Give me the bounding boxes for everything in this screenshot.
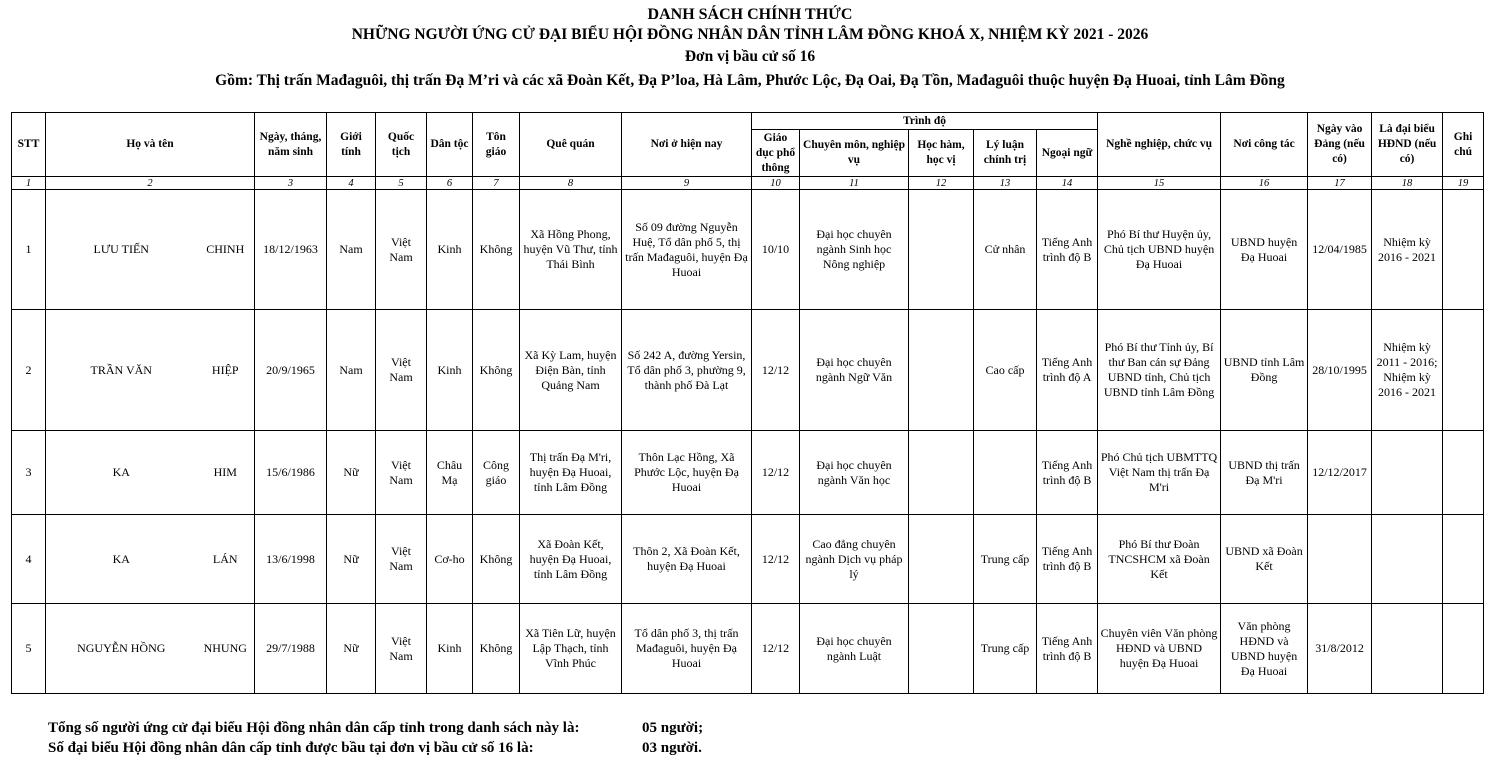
column-number: 7: [473, 177, 520, 190]
cell-note: [1443, 431, 1484, 515]
cell-stt: 5: [12, 604, 46, 694]
cell-nationality: Việt Nam: [376, 431, 427, 515]
cell-dob: 15/6/1986: [255, 431, 327, 515]
cell-language: Tiếng Anh trình độ B: [1037, 190, 1098, 310]
cell-residence: Thôn 2, Xã Đoàn Kết, huyện Đạ Huoai: [622, 515, 752, 604]
cell-degree: [909, 604, 974, 694]
column-number: 13: [974, 177, 1037, 190]
cell-ethnicity: Châu Mạ: [427, 431, 473, 515]
cell-party-date: 12/12/2017: [1308, 431, 1372, 515]
cell-note: [1443, 604, 1484, 694]
cell-politics: Cử nhân: [974, 190, 1037, 310]
cell-first-name: NHUNG: [197, 604, 255, 694]
column-number: 14: [1037, 177, 1098, 190]
cell-stt: 2: [12, 310, 46, 431]
cell-stt: 3: [12, 431, 46, 515]
cell-general-edu: 12/12: [752, 604, 800, 694]
column-number: 3: [255, 177, 327, 190]
cell-residence: Tổ dân phố 3, thị trấn Mađaguôi, huyện Đạ Huoai: [622, 604, 752, 694]
cell-note: [1443, 515, 1484, 604]
cell-religion: Không: [473, 515, 520, 604]
cell-hometown: Thị trấn Đạ M'ri, huyện Đạ Huoai, tỉnh Lâm Đồng: [520, 431, 622, 515]
document-title: DANH SÁCH CHÍNH THỨC: [647, 6, 853, 23]
cell-politics: [974, 431, 1037, 515]
footer-total: [48, 720, 704, 737]
cell-religion: Không: [473, 190, 520, 310]
footer-elected-label: Số đại biểu Hội đồng nhân dân cấp tỉnh được bầu tại đơn vị bầu cử số 16 là:: [48, 740, 534, 756]
electoral-unit-areas: Gồm: Thị trấn Mađaguôi, thị trấn Đạ M’ri và các xã Đoàn Kết, Đạ P’loa, Hà Lâm, Phước Lộc, Đạ Oai, Đạ Tồn, Mađaguôi thuộc huyện Đạ Huoai, tỉnh Lâm Đồng: [215, 72, 1285, 89]
cell-dob: 20/9/1965: [255, 310, 327, 431]
column-number: 18: [1372, 177, 1443, 190]
cell-workplace: Văn phòng HĐND và UBND huyện Đạ Huoai: [1221, 604, 1308, 694]
cell-language: Tiếng Anh trình độ B: [1037, 604, 1098, 694]
footer-total-label: Tổng số người ứng cử đại biểu Hội đồng nhân dân cấp tỉnh trong danh sách này là:: [48, 720, 580, 736]
table-row: [12, 310, 1484, 431]
cell-specialty: Cao đẳng chuyên ngành Dịch vụ pháp lý: [800, 515, 909, 604]
header-general-edu: Giáo dục phổ thông: [752, 130, 800, 177]
header-stt: STT: [12, 113, 46, 177]
cell-council: Nhiệm kỳ 2011 - 2016; Nhiệm kỳ 2016 - 2021: [1372, 310, 1443, 431]
table-row: [12, 190, 1484, 310]
cell-last-name: KA: [46, 431, 197, 515]
table-row: [12, 604, 1484, 694]
cell-note: [1443, 190, 1484, 310]
cell-degree: [909, 190, 974, 310]
header-party-date: Ngày vào Đảng (nếu có): [1308, 113, 1372, 177]
cell-gender: Nam: [327, 310, 376, 431]
cell-residence: Số 242 A, đường Yersin, Tổ dân phố 3, phường 9, thành phố Đà Lạt: [622, 310, 752, 431]
header-education-group: Trình độ: [752, 113, 1098, 130]
cell-party-date: 12/04/1985: [1308, 190, 1372, 310]
cell-degree: [909, 431, 974, 515]
cell-specialty: Đại học chuyên ngành Sinh học Nông nghiệp: [800, 190, 909, 310]
header-hometown: Quê quán: [520, 113, 622, 177]
column-number: 11: [800, 177, 909, 190]
header-specialty: Chuyên môn, nghiệp vụ: [800, 130, 909, 177]
cell-hometown: Xã Hồng Phong, huyện Vũ Thư, tỉnh Thái Bình: [520, 190, 622, 310]
header-workplace: Nơi công tác: [1221, 113, 1308, 177]
cell-hometown: Xã Kỳ Lam, huyện Điện Bàn, tỉnh Quảng Nam: [520, 310, 622, 431]
cell-residence: Thôn Lạc Hồng, Xã Phước Lộc, huyện Đạ Huoai: [622, 431, 752, 515]
header-language: Ngoại ngữ: [1037, 130, 1098, 177]
cell-last-name: TRẦN VĂN: [46, 310, 197, 431]
header-council: Là đại biểu HĐND (nếu có): [1372, 113, 1443, 177]
cell-general-edu: 12/12: [752, 431, 800, 515]
cell-general-edu: 10/10: [752, 190, 800, 310]
table-row: [12, 431, 1484, 515]
column-number: 1: [12, 177, 46, 190]
cell-specialty: Đại học chuyên ngành Luật: [800, 604, 909, 694]
cell-religion: Không: [473, 604, 520, 694]
cell-occupation: Phó Chủ tịch UBMTTQ Việt Nam thị trấn Đạ M'ri: [1098, 431, 1221, 515]
table-row: [12, 515, 1484, 604]
cell-nationality: Việt Nam: [376, 190, 427, 310]
cell-nationality: Việt Nam: [376, 515, 427, 604]
cell-ethnicity: Kinh: [427, 190, 473, 310]
cell-specialty: Đại học chuyên ngành Văn học: [800, 431, 909, 515]
cell-degree: [909, 515, 974, 604]
cell-nationality: Việt Nam: [376, 604, 427, 694]
header-dob: Ngày, tháng, năm sinh: [255, 113, 327, 177]
cell-occupation: Phó Bí thư Tỉnh ủy, Bí thư Ban cán sự Đảng UBND tỉnh, Chủ tịch UBND tỉnh Lâm Đồng: [1098, 310, 1221, 431]
cell-ethnicity: Cơ-ho: [427, 515, 473, 604]
cell-workplace: UBND huyện Đạ Huoai: [1221, 190, 1308, 310]
cell-first-name: HIM: [197, 431, 255, 515]
header-residence: Nơi ở hiện nay: [622, 113, 752, 177]
cell-language: Tiếng Anh trình độ A: [1037, 310, 1098, 431]
footer-elected: [48, 740, 702, 757]
document-subtitle: NHỮNG NGƯỜI ỨNG CỬ ĐẠI BIỂU HỘI ĐỒNG NHÂN DÂN TỈNH LÂM ĐỒNG KHOÁ X, NHIỆM KỲ 2021 - 2026: [351, 26, 1149, 43]
header-politics: Lý luận chính trị: [974, 130, 1037, 177]
cell-council: [1372, 515, 1443, 604]
cell-general-edu: 12/12: [752, 310, 800, 431]
cell-dob: 18/12/1963: [255, 190, 327, 310]
column-number: 19: [1443, 177, 1484, 190]
cell-ethnicity: Kinh: [427, 604, 473, 694]
header-ethnicity: Dân tộc: [427, 113, 473, 177]
cell-politics: Trung cấp: [974, 604, 1037, 694]
cell-last-name: NGUYỄN HỒNG: [46, 604, 197, 694]
header-note: Ghi chú: [1443, 113, 1484, 177]
cell-politics: Cao cấp: [974, 310, 1037, 431]
column-number: 12: [909, 177, 974, 190]
cell-language: Tiếng Anh trình độ B: [1037, 431, 1098, 515]
column-number: 2: [46, 177, 255, 190]
cell-politics: Trung cấp: [974, 515, 1037, 604]
cell-occupation: Chuyên viên Văn phòng HĐND và UBND huyện Đạ Huoai: [1098, 604, 1221, 694]
header-gender: Giới tính: [327, 113, 376, 177]
cell-dob: 29/7/1988: [255, 604, 327, 694]
cell-first-name: HIỆP: [197, 310, 255, 431]
cell-gender: Nam: [327, 190, 376, 310]
cell-occupation: Phó Bí thư Huyện ủy, Chủ tịch UBND huyện Đạ Huoai: [1098, 190, 1221, 310]
cell-council: Nhiệm kỳ 2016 - 2021: [1372, 190, 1443, 310]
column-number: 10: [752, 177, 800, 190]
cell-party-date: 28/10/1995: [1308, 310, 1372, 431]
cell-workplace: UBND tỉnh Lâm Đồng: [1221, 310, 1308, 431]
header-name: Họ và tên: [46, 113, 255, 177]
cell-stt: 4: [12, 515, 46, 604]
cell-last-name: KA: [46, 515, 197, 604]
header-religion: Tôn giáo: [473, 113, 520, 177]
cell-first-name: CHINH: [197, 190, 255, 310]
column-number: 17: [1308, 177, 1372, 190]
cell-gender: Nữ: [327, 515, 376, 604]
header-occupation: Nghề nghiệp, chức vụ: [1098, 113, 1221, 177]
cell-general-edu: 12/12: [752, 515, 800, 604]
electoral-unit: Đơn vị bầu cử số 16: [684, 48, 816, 65]
column-number: 16: [1221, 177, 1308, 190]
cell-workplace: UBND xã Đoàn Kết: [1221, 515, 1308, 604]
column-number: 8: [520, 177, 622, 190]
cell-ethnicity: Kinh: [427, 310, 473, 431]
cell-first-name: LÁN: [197, 515, 255, 604]
column-number: 15: [1098, 177, 1221, 190]
footer-elected-value: 03 người.: [642, 740, 702, 756]
cell-residence: Số 09 đường Nguyễn Huệ, Tổ dân phố 5, thị trấn Mađaguôi, huyện Đạ Huoai: [622, 190, 752, 310]
cell-hometown: Xã Đoàn Kết, huyện Đạ Huoai, tỉnh Lâm Đồng: [520, 515, 622, 604]
header-degree: Học hàm, học vị: [909, 130, 974, 177]
cell-nationality: Việt Nam: [376, 310, 427, 431]
cell-dob: 13/6/1998: [255, 515, 327, 604]
cell-gender: Nữ: [327, 604, 376, 694]
column-number: 6: [427, 177, 473, 190]
column-number: 9: [622, 177, 752, 190]
cell-council: [1372, 604, 1443, 694]
cell-gender: Nữ: [327, 431, 376, 515]
cell-note: [1443, 310, 1484, 431]
cell-degree: [909, 310, 974, 431]
candidate-table: [11, 112, 1484, 694]
cell-workplace: UBND thị trấn Đạ M'ri: [1221, 431, 1308, 515]
column-number: 5: [376, 177, 427, 190]
cell-party-date: [1308, 515, 1372, 604]
cell-specialty: Đại học chuyên ngành Ngữ Văn: [800, 310, 909, 431]
column-number: 4: [327, 177, 376, 190]
cell-occupation: Phó Bí thư Đoàn TNCSHCM xã Đoàn Kết: [1098, 515, 1221, 604]
cell-religion: Công giáo: [473, 431, 520, 515]
cell-council: [1372, 431, 1443, 515]
cell-hometown: Xã Tiên Lữ, huyện Lập Thạch, tỉnh Vĩnh Phúc: [520, 604, 622, 694]
cell-party-date: 31/8/2012: [1308, 604, 1372, 694]
header-nationality: Quốc tịch: [376, 113, 427, 177]
cell-last-name: LƯU TIẾN: [46, 190, 197, 310]
footer-total-value: 05 người;: [642, 720, 704, 736]
cell-stt: 1: [12, 190, 46, 310]
cell-religion: Không: [473, 310, 520, 431]
cell-language: Tiếng Anh trình độ B: [1037, 515, 1098, 604]
